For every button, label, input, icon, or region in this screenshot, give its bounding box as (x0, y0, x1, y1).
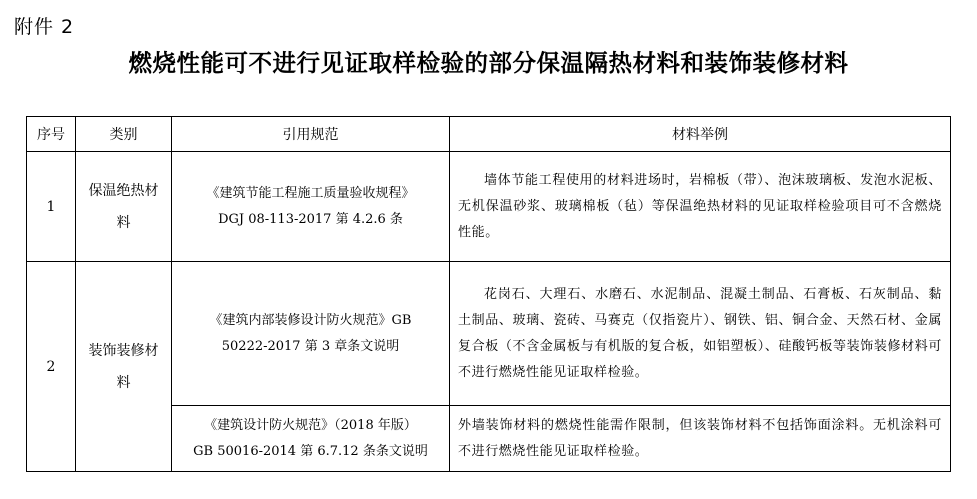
materials-table (26, 116, 951, 472)
reference-line: 《建筑节能工程施工质量验收规程》 (206, 185, 415, 201)
category-line: 料 (116, 374, 131, 391)
document-title: 燃烧性能可不进行见证取样检验的部分保温隔热材料和装饰装修材料 (128, 49, 849, 77)
attachment-label: 附件 2 (14, 16, 75, 38)
reference-line: 《建筑设计防火规范》（2018 年版） (204, 417, 417, 433)
row-example (450, 152, 951, 262)
reference-line: 《建筑内部装修设计防火规范》GB (209, 312, 412, 328)
category-line: 装饰装修材 (88, 342, 159, 359)
row-category (76, 262, 172, 472)
table-row (27, 152, 951, 262)
header-category: 类别 (76, 117, 172, 152)
row-example (450, 406, 951, 472)
reference-line: DGJ 08-113-2017 第 4.2.6 条 (218, 211, 403, 227)
table-row (27, 262, 951, 406)
category-line: 料 (116, 214, 131, 231)
row-reference (172, 262, 450, 406)
row-number: 1 (27, 152, 76, 262)
table-header-row (27, 117, 951, 152)
category-line: 保温绝热材 (88, 182, 159, 199)
header-reference: 引用规范 (172, 117, 450, 152)
header-no: 序号 (27, 117, 76, 152)
row-reference (172, 406, 450, 472)
row-category (76, 152, 172, 262)
example-text: 墙体节能工程使用的材料进场时，岩棉板（带）、泡沫玻璃板、发泡水泥板、无机保温砂浆、玻璃棉板（毡）等保温绝热材料的见证取样检验项目可不含燃烧性能。 (458, 172, 942, 240)
example-text: 外墙装饰材料的燃烧性能需作限制，但该装饰材料不包括饰面涂料。无机涂料可不进行燃烧性能见证取样检验。 (458, 417, 942, 459)
reference-line: 50222-2017 第 3 章条文说明 (221, 338, 400, 354)
reference-line: GB 50016-2014 第 6.7.12 条条文说明 (193, 443, 428, 459)
header-examples: 材料举例 (450, 117, 951, 152)
example-text: 花岗石、大理石、水磨石、水泥制品、混凝土制品、石膏板、石灰制品、黏土制品、玻璃、瓷砖、马赛克（仅指瓷片）、钢铁、铝、铜合金、天然石材、金属复合板（不含金属板与有机版的复合板，如铝塑板）、硅酸钙板等装饰装修材料可不进行燃烧性能见证取样检验。 (458, 286, 942, 380)
row-number: 2 (27, 262, 76, 472)
row-reference (172, 152, 450, 262)
row-example (450, 262, 951, 406)
